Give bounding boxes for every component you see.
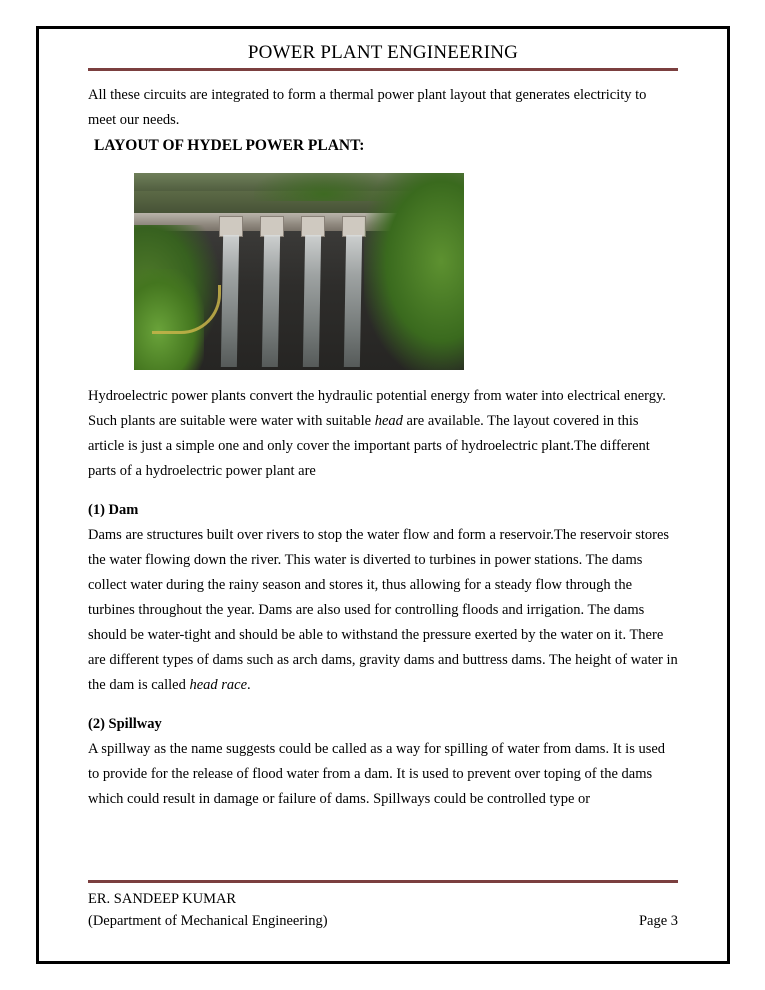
spacer <box>88 370 678 384</box>
spacer <box>88 698 678 712</box>
page-footer <box>88 880 678 932</box>
photo-water-discharge <box>303 235 321 367</box>
photo-spillway-gate <box>219 216 243 237</box>
footer-page-number: Page 3 <box>638 913 678 929</box>
page-content <box>88 42 678 812</box>
photo-water-discharge <box>221 235 239 367</box>
section-paragraph-spillway <box>88 737 678 812</box>
dam-photo-figure <box>134 173 464 370</box>
header-divider <box>88 68 678 71</box>
section-paragraph-dam <box>88 523 678 698</box>
footer-divider <box>88 880 678 883</box>
photo-spillway-gate <box>260 216 284 237</box>
photo-water-discharge <box>262 235 280 367</box>
photo-water-discharge <box>344 235 362 367</box>
layout-heading: LAYOUT OF HYDEL POWER PLANT: <box>94 137 365 154</box>
spacer <box>88 484 678 498</box>
hydro-term-head: head <box>374 413 403 429</box>
section-heading-spillway: (2) Spillway <box>88 716 162 732</box>
intro-paragraph: All these circuits are integrated to form a thermal power plant layout that generates electricity to meet our needs. <box>88 87 647 128</box>
footer-bottom-row <box>88 910 678 932</box>
hydro-text-part-a: Hydroelectric power plants convert the hydraulic potential energy from water into electrical energy. Such plants are suitable were water with suitable <box>88 388 666 429</box>
page-header-title: POWER PLANT ENGINEERING <box>247 42 519 63</box>
hydro-text-part-b: are available. The layout covered in this article is just a simple one and only cover the important parts of hydroelectric plant.The different parts of a hydroelectric power plant are <box>88 413 650 479</box>
footer-author: ER. SANDEEP KUMAR <box>88 891 237 907</box>
photo-foliage <box>254 173 394 201</box>
footer-department: (Department of Mechanical Engineering) <box>88 913 328 929</box>
dam-text-part-b: . <box>247 677 251 693</box>
dam-text-part-a: Dams are structures built over rivers to stop the water flow and form a reservoir.The reservoir stores the water flowing down the river. This water is diverted to turbines in power stations. The dams collect water during the rainy season and stores it, thus allowing for a steady flow through the turbines throughout the year. Dams are also used for controlling floods and irrigation. The dams should be water-tight and should be able to withstand the pressure exerted by the water on it. There are different types of dams such as arch dams, gravity dams and buttress dams. The height of water in the dam is called <box>88 527 678 693</box>
spillway-text-part-a: A spillway as the name suggests could be called as a way for spilling of water from dams. It is used to provide for the release of flood water from a dam. It is used to prevent over toping of the dams which could result in damage or failure of dams. Spillways could be controlled type or <box>88 741 666 807</box>
photo-foliage <box>364 173 464 370</box>
section-heading-dam: (1) Dam <box>88 502 139 518</box>
photo-spillway-gate <box>342 216 366 237</box>
dam-term-head-race: head race <box>189 677 248 693</box>
photo-spillway-gate <box>301 216 325 237</box>
hydro-overview-paragraph <box>88 384 678 484</box>
